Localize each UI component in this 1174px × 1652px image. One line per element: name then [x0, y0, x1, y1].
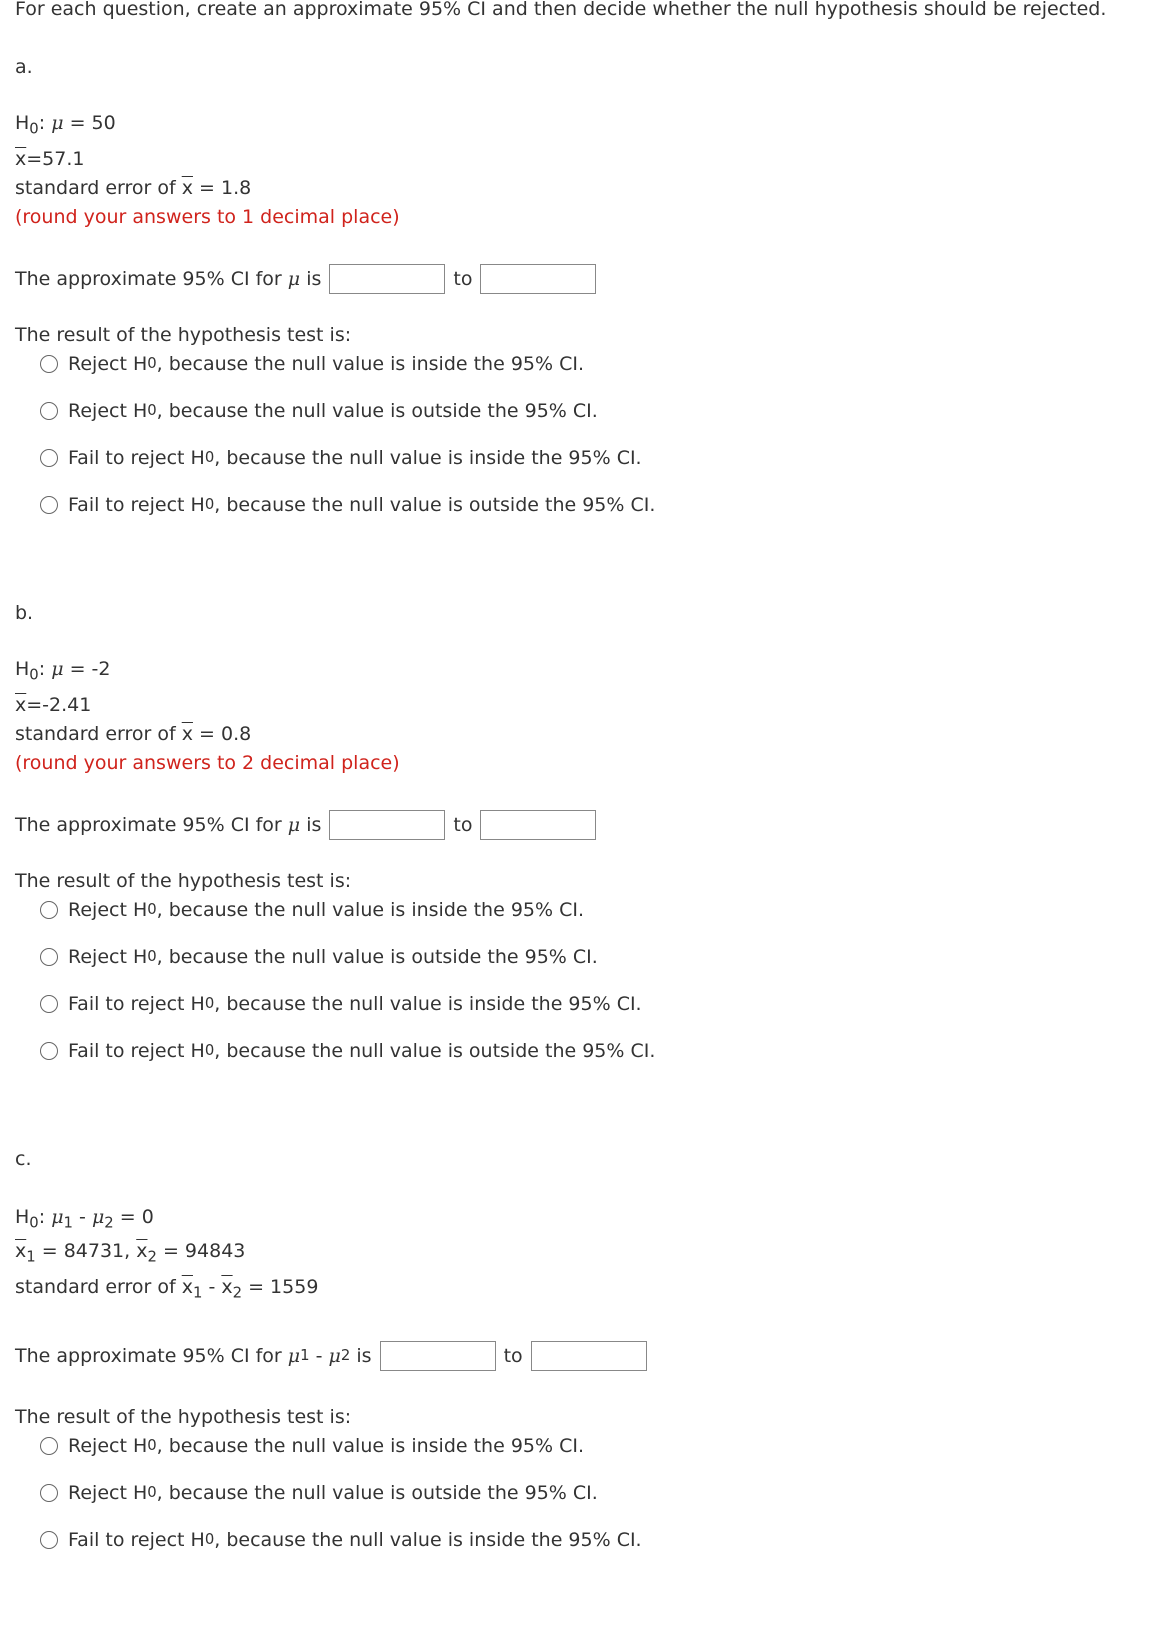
radio-button[interactable]	[40, 402, 58, 420]
ci-lower-input[interactable]	[329, 810, 445, 840]
ci-row: The approximate 95% CI for μ is to	[15, 264, 596, 294]
sample-mean: $\overline{x}=-2.41$	[15, 694, 92, 716]
question-c	[0, 1092, 1174, 1652]
radio-button[interactable]	[40, 449, 58, 467]
ci-row: The approximate 95% CI for μ 1 - μ 2 is to	[15, 1341, 647, 1371]
radio-button[interactable]	[40, 496, 58, 514]
radio-button[interactable]	[40, 1437, 58, 1455]
null-hypothesis: $H_0$: μ = 50	[15, 112, 116, 138]
radio-option-reject-inside[interactable]: Reject H 0 , because the null value is inside the 95% CI.	[40, 353, 584, 375]
radio-option-reject-outside[interactable]: Reject H 0 , because the null value is outside the 95% CI.	[40, 946, 598, 968]
ci-upper-input[interactable]	[480, 264, 596, 294]
radio-button[interactable]	[40, 948, 58, 966]
ci-upper-input[interactable]	[531, 1341, 647, 1371]
question-b	[0, 546, 1174, 1106]
radio-option-fail-inside[interactable]: Fail to reject H 0 , because the null value is inside the 95% CI.	[40, 1529, 642, 1551]
radio-option-fail-outside[interactable]: Fail to reject H 0 , because the null value is outside the 95% CI.	[40, 1040, 655, 1062]
radio-button[interactable]	[40, 901, 58, 919]
radio-option-fail-outside[interactable]: Fail to reject H 0 , because the null value is outside the 95% CI.	[40, 494, 655, 516]
to-label: to	[453, 814, 473, 836]
standard-error: standard error of $\overline{x}_1 - \overline{x}_2 = 1559$	[15, 1276, 319, 1302]
radio-option-reject-outside[interactable]: Reject H 0 , because the null value is outside the 95% CI.	[40, 400, 598, 422]
radio-option-fail-inside[interactable]: Fail to reject H 0 , because the null value is inside the 95% CI.	[40, 447, 642, 469]
sample-means: $\overline{x}_1 = 84731$, $\overline{x}_2 = 94843$	[15, 1240, 246, 1266]
result-label: The result of the hypothesis test is:	[15, 870, 352, 892]
radio-button[interactable]	[40, 995, 58, 1013]
standard-error: standard error of $\overline{x} = 0.8$	[15, 723, 252, 745]
rounding-note: (round your answers to 1 decimal place)	[15, 206, 400, 228]
null-hypothesis: $H_0$: μ = -2	[15, 658, 111, 684]
radio-button[interactable]	[40, 1042, 58, 1060]
radio-button[interactable]	[40, 355, 58, 373]
result-label: The result of the hypothesis test is:	[15, 1406, 352, 1428]
part-label: c.	[15, 1148, 32, 1170]
part-label: a.	[15, 56, 33, 78]
to-label: to	[453, 268, 473, 290]
radio-option-reject-inside[interactable]: Reject H 0 , because the null value is inside the 95% CI.	[40, 899, 584, 921]
standard-error: standard error of $\overline{x} = 1.8$	[15, 177, 252, 199]
radio-option-reject-outside[interactable]: Reject H 0 , because the null value is outside the 95% CI.	[40, 1482, 598, 1504]
part-label: b.	[15, 602, 34, 624]
radio-button[interactable]	[40, 1531, 58, 1549]
ci-upper-input[interactable]	[480, 810, 596, 840]
instructions: For each question, create an approximate 95% CI and then decide whether the null hypothesis should be rejected.	[15, 0, 1107, 20]
radio-option-fail-inside[interactable]: Fail to reject H 0 , because the null value is inside the 95% CI.	[40, 993, 642, 1015]
radio-button[interactable]	[40, 1484, 58, 1502]
to-label: to	[503, 1345, 523, 1367]
radio-option-reject-inside[interactable]: Reject H 0 , because the null value is inside the 95% CI.	[40, 1435, 584, 1457]
sample-mean: $\overline{x}=57.1$	[15, 148, 85, 170]
null-hypothesis: $H_0$: $\mu_1 - \mu_2 = 0$	[15, 1206, 154, 1232]
result-label: The result of the hypothesis test is:	[15, 324, 352, 346]
rounding-note: (round your answers to 2 decimal place)	[15, 752, 400, 774]
ci-lower-input[interactable]	[329, 264, 445, 294]
ci-lower-input[interactable]	[380, 1341, 496, 1371]
question-a	[0, 0, 1174, 560]
ci-row: The approximate 95% CI for μ is to	[15, 810, 596, 840]
